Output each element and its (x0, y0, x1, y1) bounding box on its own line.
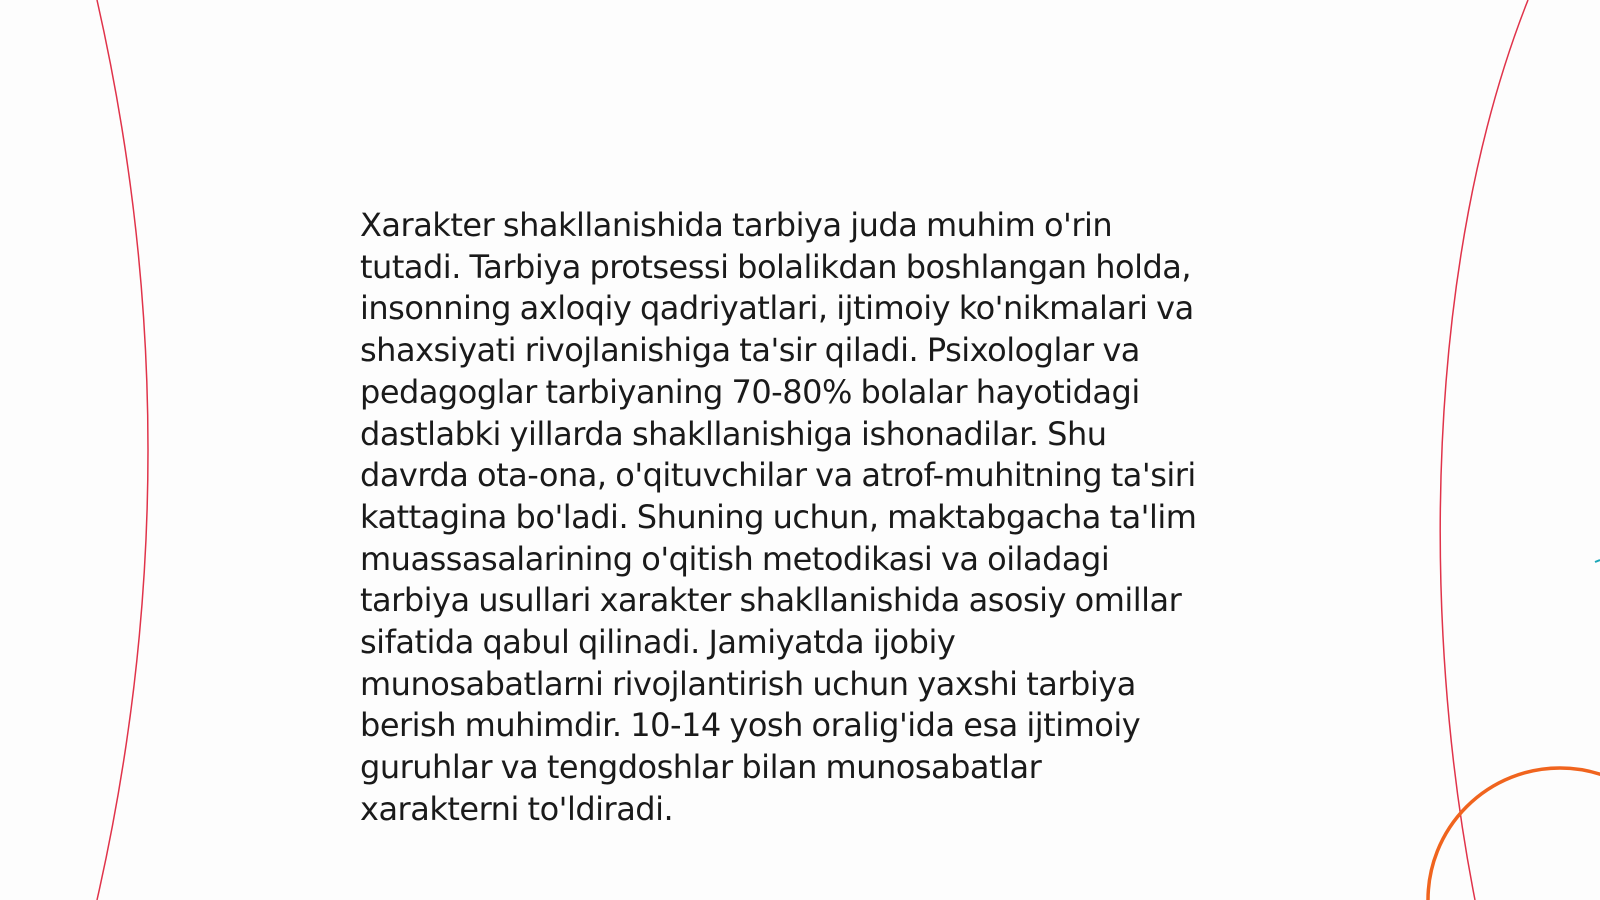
paragraph-line: insonning axloqiy qadriyatlari, ijtimoiy ko'nikmalari va (360, 289, 1194, 328)
orange-circle-outline (1428, 768, 1600, 900)
paragraph-line: xarakterni to'ldiradi. (360, 789, 674, 828)
paragraph-line: shaxsiyati rivojlanishiga ta'sir qiladi. Psixologlar va (360, 331, 1140, 370)
paragraph-line: Xarakter shakllanishida tarbiya juda muhim o'rin (360, 206, 1113, 244)
paragraph-line: munosabatlarni rivojlantirish uchun yaxshi tarbiya (360, 664, 1136, 703)
paragraph-line: davrda ota-ona, o'qituvchilar va atrof-muhitning ta'siri (360, 456, 1196, 495)
paragraph-line: sifatida qabul qilinadi. Jamiyatda ijobiy (360, 623, 956, 662)
teal-accent-mark (1595, 560, 1600, 562)
paragraph-line: tutadi. Tarbiya protsessi bolalikdan boshlangan holda, (360, 247, 1192, 286)
paragraph-line: pedagoglar tarbiyaning 70-80% bolalar hayotidagi (360, 372, 1140, 411)
left-arc-line (97, 0, 148, 900)
paragraph-line: kattagina bo'ladi. Shuning uchun, maktabgacha ta'lim (360, 497, 1197, 536)
paragraph-line: dastlabki yillarda shakllanishiga ishonadilar. Shu (360, 414, 1107, 453)
paragraph-line: muassasalarining o'qitish metodikasi va oiladagi (360, 539, 1110, 578)
body-paragraph (360, 205, 1260, 831)
paragraph-line: guruhlar va tengdoshlar bilan munosabatlar (360, 748, 1042, 787)
right-arc-line (1440, 0, 1528, 900)
paragraph-line: berish muhimdir. 10-14 yosh oralig'ida esa ijtimoiy (360, 706, 1141, 745)
paragraph-line: tarbiya usullari xarakter shakllanishida asosiy omillar (360, 581, 1182, 620)
